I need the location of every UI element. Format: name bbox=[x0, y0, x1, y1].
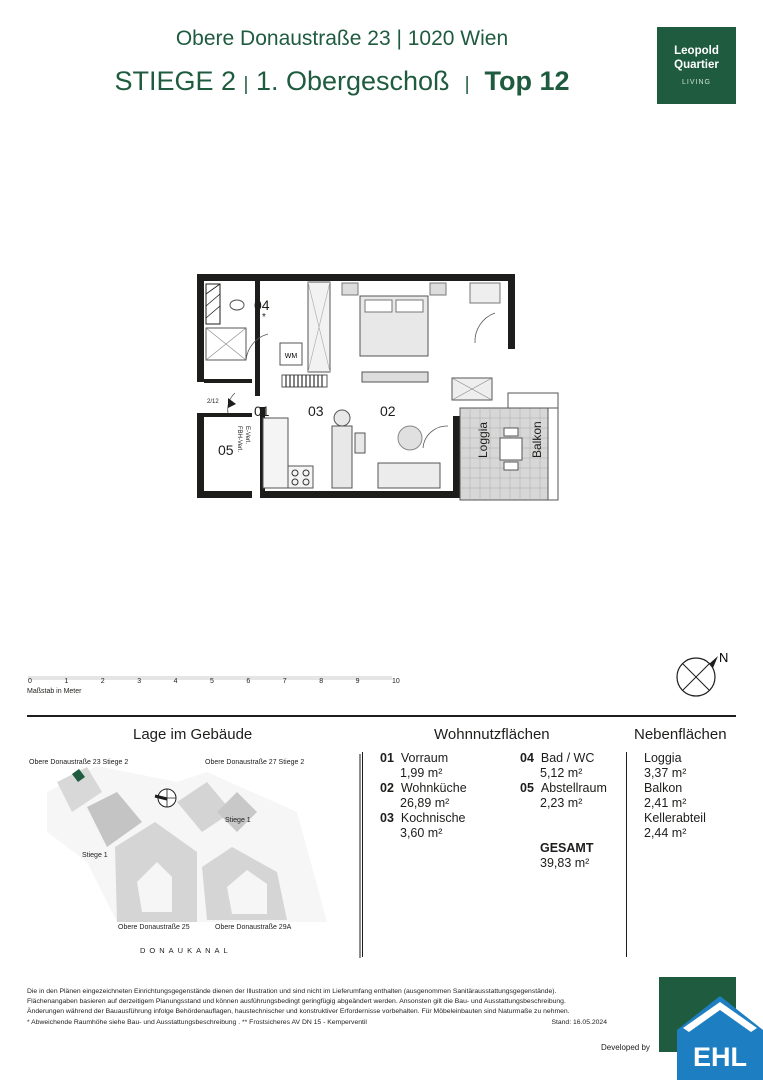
site-label-od29a: Obere Donaustraße 29A bbox=[215, 924, 292, 931]
scale-ticks bbox=[28, 678, 398, 690]
disclaimer-line3: Änderungen während der Bauausführung infolge Behördenauflagen, haustechnischer und konstruktiver Erfordernisse vorbehalten. Für Möbeleinbauten sind Naturmaße zu nehmen. bbox=[27, 1008, 570, 1016]
date-stamp: Stand: 16.05.2024 bbox=[551, 1018, 607, 1026]
leopold-quartier-logo bbox=[657, 27, 736, 104]
wall-bottom-left bbox=[197, 491, 252, 498]
chair bbox=[355, 433, 365, 453]
wall-store-top bbox=[204, 413, 252, 417]
wall-left-lower bbox=[197, 413, 204, 498]
room-label-04: 04 bbox=[254, 297, 270, 313]
scale-tick-label: 10 bbox=[392, 678, 400, 685]
wall-left-upper bbox=[197, 274, 204, 382]
door-balcony-swing bbox=[475, 313, 495, 343]
separator: | bbox=[464, 74, 470, 95]
extra-area: 3,37 m² bbox=[644, 766, 687, 780]
room-area: 1,99 m² bbox=[400, 766, 443, 780]
scale-tick-label: 7 bbox=[282, 678, 287, 685]
room-entry-03 bbox=[380, 811, 465, 841]
room-area: 2,23 m² bbox=[540, 796, 583, 810]
balcony-railing bbox=[508, 393, 558, 408]
scale-tick-label: 9 bbox=[355, 678, 360, 685]
wall-bottom bbox=[260, 491, 460, 498]
site-label-stiege1-left: Stiege 1 bbox=[82, 852, 108, 859]
room-label-02: 02 bbox=[380, 403, 396, 419]
scale-caption: Maßstab in Meter bbox=[27, 688, 82, 695]
site-label-od27: Obere Donaustraße 27 Stiege 2 bbox=[205, 759, 305, 766]
logo-line1: Leopold bbox=[674, 45, 719, 57]
floor-stiege: STIEGE 2 bbox=[114, 66, 236, 96]
room-no: 02 bbox=[380, 781, 394, 795]
extra-area: 2,44 m² bbox=[644, 826, 687, 840]
room-area: 5,12 m² bbox=[540, 766, 583, 780]
scale-tick-label: 6 bbox=[246, 678, 251, 685]
site-plan bbox=[27, 752, 367, 960]
wall-loggia bbox=[453, 416, 460, 496]
disclaimer-line2: Flächenangaben basieren auf derzeitigem Planungsstand und können ausführungsbedingt geringfügig abgeändert werden. Ansonsten gilt die Bau- und Ausstattungsbeschreibung. bbox=[27, 998, 566, 1006]
extra-heading: Nebenflächen bbox=[634, 726, 727, 743]
distribution-label: E-Verl. bbox=[244, 426, 250, 445]
fbh-label: FBH-Verl. bbox=[236, 426, 242, 453]
desk bbox=[470, 283, 500, 303]
scale-tick-label: 1 bbox=[64, 678, 69, 685]
room-no: 05 bbox=[520, 781, 534, 795]
total-area: 39,83 m² bbox=[540, 856, 590, 870]
balcony-table bbox=[500, 438, 522, 460]
site-heading: Lage im Gebäude bbox=[133, 726, 253, 743]
logo-line3: LIVING bbox=[682, 79, 711, 86]
disclaimer bbox=[27, 987, 607, 1028]
door-loggia-swing bbox=[423, 426, 448, 448]
floor-plan bbox=[190, 268, 580, 513]
address-heading: Obere Donaustraße 23 | 1020 Wien bbox=[175, 27, 509, 50]
wm-label: WM bbox=[284, 353, 298, 360]
room-name: Kochnische bbox=[400, 811, 466, 825]
room-label-01: 01 bbox=[254, 403, 270, 419]
wall-bath-bottom bbox=[204, 379, 252, 383]
extra-area: 2,41 m² bbox=[644, 796, 687, 810]
site-label-stiege1-right: Stiege 1 bbox=[225, 817, 251, 824]
north-label: N bbox=[719, 650, 729, 665]
scale-tick-label: 2 bbox=[100, 678, 105, 685]
divider bbox=[27, 715, 736, 717]
room-star: * bbox=[262, 312, 266, 323]
extra-name: Kellerabteil bbox=[644, 811, 706, 825]
divider bbox=[626, 752, 627, 957]
top-number: Top 12 bbox=[484, 66, 570, 96]
total-label: GESAMT bbox=[540, 841, 594, 855]
toilet bbox=[230, 300, 244, 310]
room-area: 26,89 m² bbox=[400, 796, 450, 810]
extra-name: Loggia bbox=[644, 751, 682, 765]
wall-top bbox=[197, 274, 515, 281]
extra-name: Balkon bbox=[644, 781, 683, 795]
developed-by: Developed by bbox=[601, 1043, 650, 1052]
room-no: 01 bbox=[380, 751, 394, 765]
room-entry-04 bbox=[520, 751, 594, 781]
sideboard bbox=[362, 372, 428, 382]
north-arrow bbox=[673, 648, 733, 700]
scale-tick-label: 5 bbox=[210, 678, 214, 685]
total-entry bbox=[540, 841, 593, 871]
room-name: Bad / WC bbox=[540, 751, 595, 765]
chair bbox=[334, 410, 350, 426]
extra-list bbox=[644, 751, 706, 841]
room-label-05: 05 bbox=[218, 442, 234, 458]
stair-label: 2/12 bbox=[207, 399, 219, 405]
room-name: Abstellraum bbox=[540, 781, 607, 795]
sofa bbox=[378, 463, 440, 488]
disclaimer-line4: * Abweichende Raumhöhe siehe Bau- und Ausstattungsbeschreibung . ** Frostsicheres AV DN 15 - Kemperventil bbox=[27, 1018, 367, 1026]
rug bbox=[398, 426, 422, 450]
wall-right bbox=[508, 274, 515, 349]
site-label-od23: Obere Donaustraße 23 Stiege 2 bbox=[29, 759, 129, 766]
room-entry-02 bbox=[380, 781, 467, 811]
site-label-od25: Obere Donaustraße 25 bbox=[118, 924, 190, 931]
nightstand bbox=[430, 283, 446, 295]
loggia-label: Loggia bbox=[476, 421, 490, 458]
disclaimer-line1: Die in den Plänen eingezeichneten Einrichtungsgegenstände dienen der Illustration und sind nicht im Lieferumfang enthalten (ausgenommen Sanitärausstattungsgegenstände). bbox=[27, 988, 557, 995]
table bbox=[332, 426, 352, 488]
scale-tick-label: 0 bbox=[28, 678, 32, 685]
separator: | bbox=[243, 74, 249, 95]
ehl-logo bbox=[677, 994, 763, 1080]
cooktop bbox=[288, 466, 313, 488]
room-entry-05 bbox=[520, 781, 607, 811]
room-name: Wohnküche bbox=[400, 781, 467, 795]
site-label-canal: DONAUKANAL bbox=[140, 946, 232, 955]
room-no: 03 bbox=[380, 811, 394, 825]
floor-heading bbox=[0, 66, 684, 97]
areas-heading: Wohnnutzflächen bbox=[434, 726, 550, 743]
room-label-03: 03 bbox=[308, 403, 324, 419]
balkon-label: Balkon bbox=[530, 421, 544, 458]
kitchen-counter bbox=[263, 418, 288, 488]
scale-tick-label: 8 bbox=[319, 678, 324, 685]
divider bbox=[362, 752, 363, 957]
room-entry-01 bbox=[380, 751, 448, 781]
room-area: 3,60 m² bbox=[400, 826, 443, 840]
room-no: 04 bbox=[520, 751, 534, 765]
shoe-rack bbox=[282, 375, 327, 387]
nightstand bbox=[342, 283, 358, 295]
room-name: Vorraum bbox=[400, 751, 449, 765]
floor-level: 1. Obergeschoß bbox=[255, 66, 450, 96]
scale-tick-label: 3 bbox=[137, 678, 142, 685]
ehl-text: EHL bbox=[693, 1042, 747, 1072]
logo-line2: Quartier bbox=[674, 59, 719, 71]
scale-tick-label: 4 bbox=[173, 678, 178, 685]
